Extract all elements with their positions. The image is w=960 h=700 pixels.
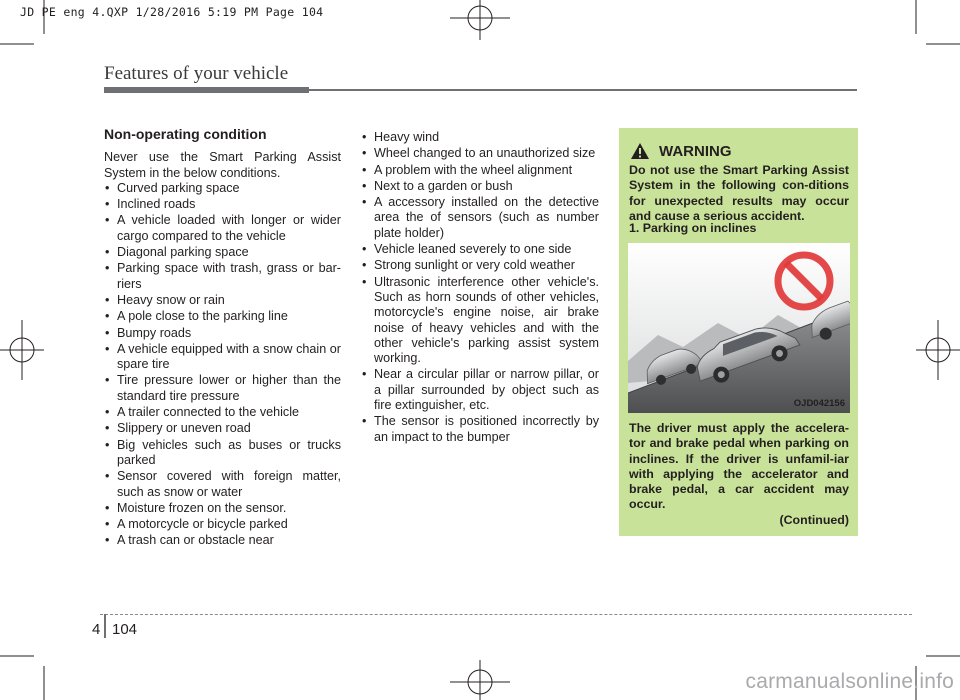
list-item: • A vehicle equipped with a snow chain or spare tire [104,342,341,373]
page-number: 104 [112,621,138,638]
warning-intro: Do not use the Smart Parking Assist System in the following con-ditions for unexpected results may occur and cause a serious accident. [629,163,849,223]
condition-list-continued [361,130,599,445]
list-item: • Near a circular pillar or narrow pillar, or a pillar surrounded by object such as fire extinguisher, etc. [361,367,599,413]
list-item: • Heavy snow or rain [104,293,341,308]
list-item: • Sensor covered with foreign matter, such as snow or water [104,469,341,500]
list-item: • A motorcycle or bicycle parked [104,517,341,532]
header-rule [309,89,857,91]
list-item: • Big vehicles such as buses or trucks parked [104,438,341,469]
footer-rule [100,614,912,615]
header-bar [104,87,309,93]
list-item: • A trailer connected to the vehicle [104,405,341,420]
section-title: Features of your vehicle [104,63,289,84]
warning-body: The driver must apply the accelera-tor and brake pedal when parking on inclines. If the driver is unfamil-iar with applying the accelerator and brake pedal, a car accident may occur. [629,421,849,512]
condition-list [104,181,341,549]
printer-slug: JD PE eng 4.QXP 1/28/2016 5:19 PM Page 104 [20,5,324,19]
list-item: • Tire pressure lower or higher than the standard tire pressure [104,373,341,404]
list-item: • A vehicle loaded with longer or wider cargo compared to the vehicle [104,213,341,244]
list-item: • Bumpy roads [104,326,341,341]
section-heading: Non-operating condition [104,126,267,142]
incline-parking-illustration [628,243,850,413]
warning-triangle-icon [630,142,650,160]
column-middle [361,130,599,446]
list-item: • A pole close to the parking line [104,309,341,324]
illustration-code: OJD042156 [793,398,845,409]
list-item: • Heavy wind [361,130,599,145]
warning-title: WARNING [659,143,732,160]
list-item: • Strong sunlight or very cold weather [361,258,599,273]
intro-paragraph: Never use the Smart Parking Assist System in the below conditions. [104,150,341,180]
continued-label: (Continued) [779,513,849,527]
list-item: • A accessory installed on the detective area the of sensors (such as number plate holder) [361,195,599,241]
list-item: • Moisture frozen on the sensor. [104,501,341,516]
watermark: carmanualsonline.info [745,670,954,693]
list-item: • Vehicle leaned severely to one side [361,242,599,257]
warning-box [619,128,858,536]
cars-on-incline-image [628,243,850,413]
warning-subheading: 1. Parking on inclines [629,221,757,235]
list-item: • Wheel changed to an unauthorized size [361,146,599,161]
list-item: • Ultrasonic interference other vehicle's. Such as horn sounds of other vehicles, motorcycle's engine noise, air brake noise of heavy vehicles and with the other vehicle's parking assist system working. [361,275,599,367]
footer-divider [104,614,106,638]
list-item: • Parking space with trash, grass or bar-riers [104,261,341,292]
list-item: • A problem with the wheel alignment [361,163,599,178]
chapter-number: 4 [92,621,101,638]
list-item: • Diagonal parking space [104,245,341,260]
list-item: • Curved parking space [104,181,341,196]
list-item: • Inclined roads [104,197,341,212]
list-item: • The sensor is positioned incorrectly by an impact to the bumper [361,414,599,445]
column-left [104,127,341,550]
list-item: • Slippery or uneven road [104,421,341,436]
list-item: • A trash can or obstacle near [104,533,341,548]
list-item: • Next to a garden or bush [361,179,599,194]
